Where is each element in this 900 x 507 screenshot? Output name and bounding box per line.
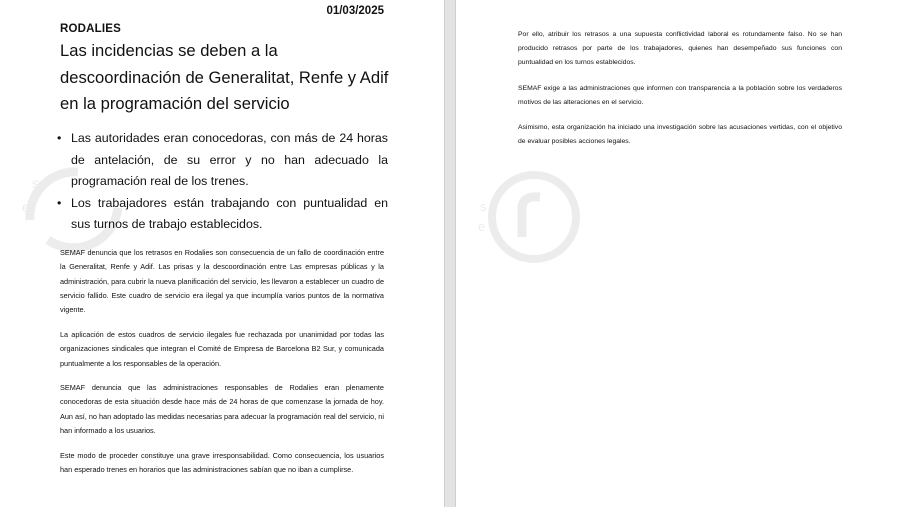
- svg-text:s: s: [32, 175, 39, 191]
- body-paragraph: SEMAF exige a las administraciones que informen con transparencia a la población sobre los verdaderos motivos de las alteraciones en el servicio.: [518, 85, 842, 106]
- body-paragraph: SEMAF denuncia que los retrasos en Rodalies son consecuencia de un fallo de coordinación entre la Generalitat, Renfe y Adif. Las prisas y la descoordinación entre Las empresas públicas y la administración, para cubrir la nueva planificación del servicio, les llevaron a establecer un cuadro de servicio fallido. Este cuadro de servicio era ilegal ya que incumplía varios puntos de la normativa vigente.: [60, 248, 384, 315]
- bullet-text: Las autoridades eran conocedoras, con más de 24 horas de antelación, de su error y no han adecuado la programación real de los trenes.: [71, 131, 388, 188]
- page-gutter: [444, 0, 456, 507]
- document-page-1: [0, 0, 444, 507]
- document-page-2: [456, 0, 900, 507]
- bullet-text: Los trabajadores están trabajando con puntualidad en sus turnos de trabajo establecidos.: [71, 195, 388, 231]
- svg-text:s: s: [480, 199, 487, 214]
- bullet-icon: •: [57, 131, 62, 145]
- body-paragraph: Por ello, atribuir los retrasos a una supuesta conflictividad laboral es rotundamente falso. No se han producido retrasos por parte de los trabajadores, quienes han desempeñado sus funciones con puntualidad en los turnos establecidos.: [518, 31, 842, 66]
- bullet-item: [56, 193, 388, 236]
- bullet-item: [56, 128, 388, 193]
- body-paragraph: Este modo de proceder constituye una grave irresponsabilidad. Como consecuencia, los usuarios han esperado trenes en horarios que las administraciones sabían que no iban a cumplirse.: [60, 451, 384, 475]
- section-label: RODALIES: [60, 23, 122, 35]
- bullet-icon: •: [57, 195, 62, 210]
- document-date: 01/03/2025: [326, 5, 384, 17]
- semaf-logo-watermark-icon: [476, 165, 586, 275]
- summary-bullet-list: [56, 128, 388, 236]
- document-headline: Las incidencias se deben a la descoordinación de Generalitat, Renfe y Adif en la programación del servicio: [60, 41, 389, 113]
- body-paragraph: La aplicación de estos cuadros de servicio ilegales fue rechazada por unanimidad por todas las organizaciones sindicales que integran el Comité de Empresa de Barcelona B2 Sur, y comunicada puntualmente a los responsables de la operación.: [60, 330, 384, 368]
- body-paragraph: SEMAF denuncia que las administraciones responsables de Rodalies eran plenamente conocedoras de esta situación desde hace más de 24 horas de que comenzase la jornada de hoy. Aun así, no han adoptado las medidas necesarias para adecuar la programación real del servicio, ni han informado a los usuarios.: [60, 383, 384, 435]
- body-paragraph: Asimismo, esta organización ha iniciado una investigación sobre las acusaciones vertidas, con el objetivo de evaluar posibles acciones legales.: [518, 124, 842, 145]
- svg-text:e: e: [22, 199, 30, 215]
- svg-text:e: e: [478, 219, 486, 234]
